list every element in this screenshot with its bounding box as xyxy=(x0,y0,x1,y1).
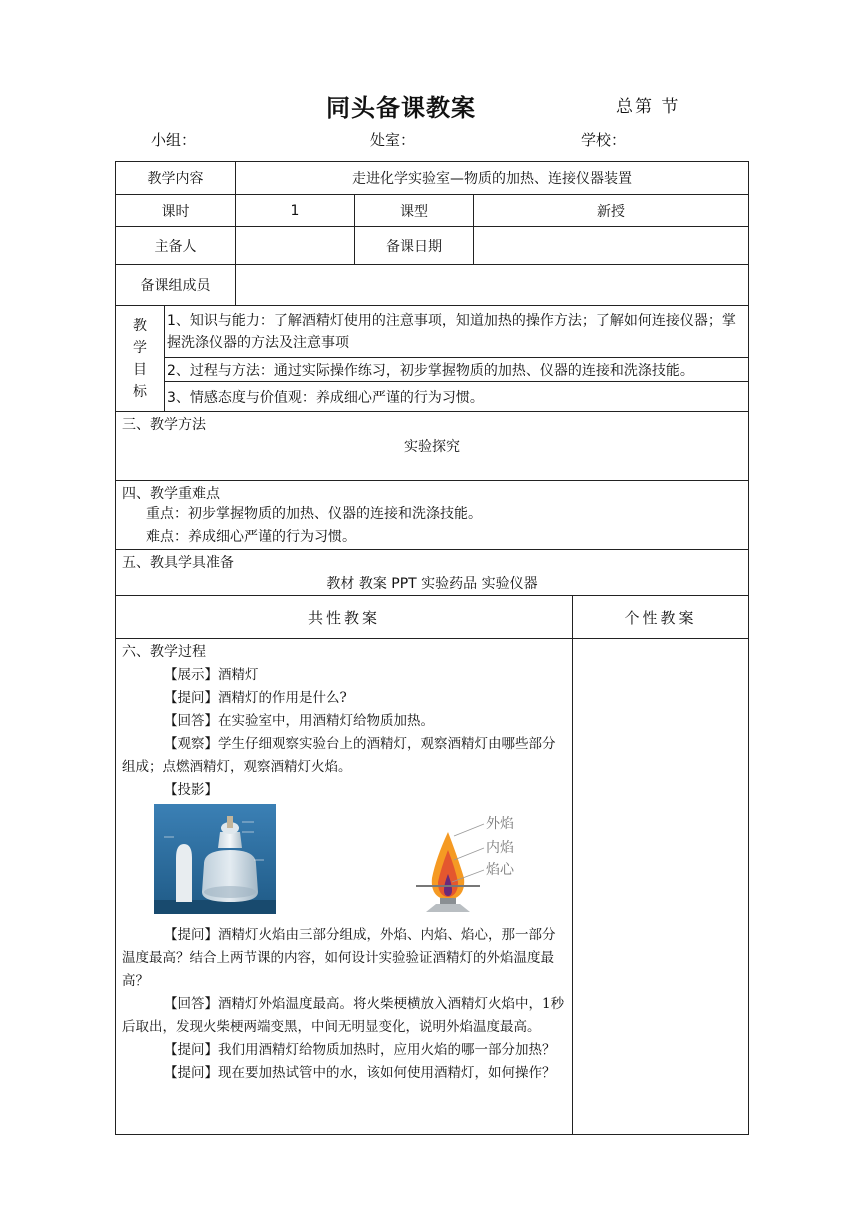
keypoint-key: 重点：初步掌握物质的加热、仪器的连接和洗涤技能。 xyxy=(146,506,482,522)
process-line: 【回答】在实验室中，用酒精灯给物质加热。 xyxy=(164,713,434,729)
process-line: 【提问】现在要加热试管中的水，该如何使用酒精灯，如何操作？ xyxy=(164,1065,556,1081)
period-value: 1 xyxy=(236,195,355,227)
process-line: 【提问】酒精灯火焰由三部分组成，外焰、内焰、焰心，那一部分温度最高？结合上两节课的内容，如何设计实验验证酒精灯的外焰温度最高？ xyxy=(122,927,556,989)
goal-item-2: 2、过程与方法：通过实际操作练习，初步掌握物质的加热、仪器的连接和洗涤技能。 xyxy=(165,358,749,382)
tools-section xyxy=(116,550,749,596)
alcohol-lamp-photo xyxy=(154,804,276,914)
tools-heading: 五、教具学具准备 xyxy=(122,555,234,571)
methods-value: 实验探究 xyxy=(404,439,460,455)
methods-heading: 三、教学方法 xyxy=(122,417,206,433)
process-line: 【投影】 xyxy=(164,782,218,798)
content-label: 教学内容 xyxy=(116,162,236,195)
keypoint-difficult: 难点：养成细心严谨的行为习惯。 xyxy=(146,529,356,545)
tools-value: 教材 教案 PPT 实验药品 实验仪器 xyxy=(326,576,538,592)
date-value xyxy=(474,227,749,265)
personal-plan-header: 个性教案 xyxy=(573,596,749,639)
projection-figures xyxy=(122,804,566,920)
preparer-value xyxy=(236,227,355,265)
keypoints-heading: 四、教学重难点 xyxy=(122,486,220,502)
office-label: 处室： xyxy=(370,131,416,149)
personal-plan-cell xyxy=(573,639,749,1135)
flame-diagram xyxy=(408,808,528,918)
flame-label-inner: 内焰 xyxy=(486,840,514,856)
goal-item-3: 3、情感态度与价值观：养成细心严谨的行为习惯。 xyxy=(165,382,749,412)
process-line: 【观察】学生仔细观察实验台上的酒精灯，观察酒精灯由哪些部分组成；点燃酒精灯，观察酒精灯火焰。 xyxy=(122,736,556,775)
type-value: 新授 xyxy=(474,195,749,227)
methods-section xyxy=(116,412,749,481)
members-label: 备课组成员 xyxy=(116,265,236,306)
goal-item-1: 1、知识与能力：了解酒精灯使用的注意事项，知道加热的操作方法；了解如何连接仪器；掌握洗涤仪器的方法及注意事项 xyxy=(165,306,749,358)
process-line: 【展示】酒精灯 xyxy=(164,667,259,683)
page-title: 同头备课教案 xyxy=(326,94,476,122)
process-section xyxy=(116,639,573,1135)
preparer-label: 主备人 xyxy=(116,227,236,265)
members-value xyxy=(236,265,749,306)
process-line: 【提问】我们用酒精灯给物质加热时，应用火焰的哪一部分加热？ xyxy=(164,1042,556,1058)
total-section-label: 总第 节 xyxy=(616,97,681,117)
flame-label-outer: 外焰 xyxy=(486,816,514,832)
lesson-plan-table xyxy=(115,161,749,1135)
group-label: 小组： xyxy=(151,131,197,149)
flame-label-core: 焰心 xyxy=(486,862,514,878)
process-line: 【回答】酒精灯外焰温度最高。将火柴梗横放入酒精灯火焰中，1秒后取出，发现火柴梗两端变黑，中间无明显变化，说明外焰温度最高。 xyxy=(122,996,565,1035)
process-line: 【提问】酒精灯的作用是什么? xyxy=(164,690,347,706)
process-heading: 六、教学过程 xyxy=(122,644,206,660)
goals-label: 教 学 目 标 xyxy=(116,306,165,412)
common-plan-header: 共性教案 xyxy=(116,596,573,639)
keypoints-section xyxy=(116,481,749,550)
type-label: 课型 xyxy=(355,195,474,227)
school-label: 学校： xyxy=(581,131,627,149)
period-label: 课时 xyxy=(116,195,236,227)
date-label: 备课日期 xyxy=(355,227,474,265)
content-value: 走进化学实验室—物质的加热、连接仪器装置 xyxy=(236,162,749,195)
